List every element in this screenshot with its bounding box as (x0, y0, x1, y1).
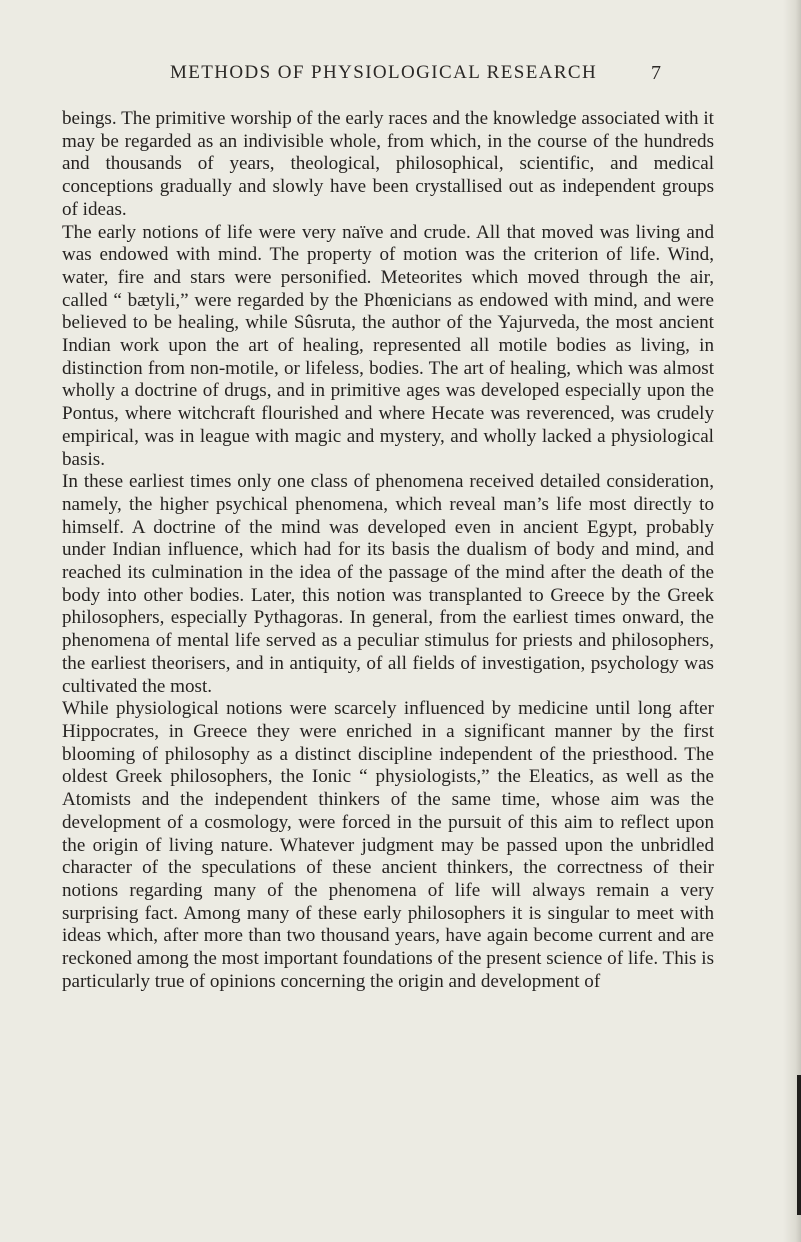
running-head (0, 62, 801, 92)
page-number: 7 (651, 62, 661, 84)
paragraph-1: beings. The primitive worship of the early races and the knowledge associated with it may be regarded as an indivisible whole, from which, in the course of the hundreds and thousands of years, theological, philosophical, scientific, and medical conceptions gradually and slowly have been crystallised out as independent groups of ideas. (62, 108, 714, 220)
body-text (62, 108, 714, 993)
paragraph-2: The early notions of life were very naïve and crude. All that moved was living and was endowed with mind. The property of motion was the criterion of life. Wind, water, fire and stars were personified. Meteorites which moved through the air, called “ bætyli,” were regarded by the Phœnicians as endowed with mind, and were believed to be healing, while Sûsruta, the author of the Yajurveda, the most ancient Indian work upon the art of healing, represented all motile bodies as living, in distinction from non-motile, or lifeless, bodies. The art of healing, which was almost wholly a doctrine of drugs, and in primitive ages was developed especially upon the Pontus, where witchcraft flourished and where Hecate was reverenced, was crudely empirical, was in league with magic and mystery, and wholly lacked a physiological basis. (62, 221, 714, 470)
paragraph-3: In these earliest times only one class of phenomena received detailed consideration, namely, the higher psychical phenomena, which reveal man’s life most directly to himself. A doctrine of the mind was developed even in ancient Egypt, probably under Indian influence, which had for its basis the dualism of body and mind, and reached its culmination in the idea of the passage of the mind after the death of the body into other bodies. Later, this notion was transplanted to Greece by the Greek philosophers, especially Pythagoras. In general, from the earliest times onward, the phenomena of mental life served as a peculiar stimulus for priests and philosophers, the earliest theorisers, and in antiquity, of all fields of investigation, psychology was cultivated the most. (62, 471, 714, 697)
page-edge-shadow (783, 0, 801, 1242)
running-title: METHODS OF PHYSIOLOGICAL RESEARCH (170, 62, 598, 83)
paragraph-4: While physiological notions were scarcely influenced by medicine until long after Hippocrates, in Greece they were enriched in a significant manner by the first blooming of philosophy as a distinct discipline independent of the priesthood. The oldest Greek philosophers, the Ionic “ physiologists,” the Eleatics, as well as the Atomists and the independent thinkers of the same time, whose aim was the development of a cosmology, were forced in the pursuit of this aim to reflect upon the origin of living nature. Whatever judgment may be passed upon the unbridled character of the speculations of these ancient thinkers, the correctness of their notions regarding many of the phenomena of life will always remain a very surprising fact. Among many of these early philosophers it is singular to meet with ideas which, after more than two thousand years, have again become current and are reckoned among the most important foundations of the present science of life. This is particularly true of opinions concerning the origin and development of (62, 698, 714, 992)
page-edge-mark (797, 1075, 801, 1215)
